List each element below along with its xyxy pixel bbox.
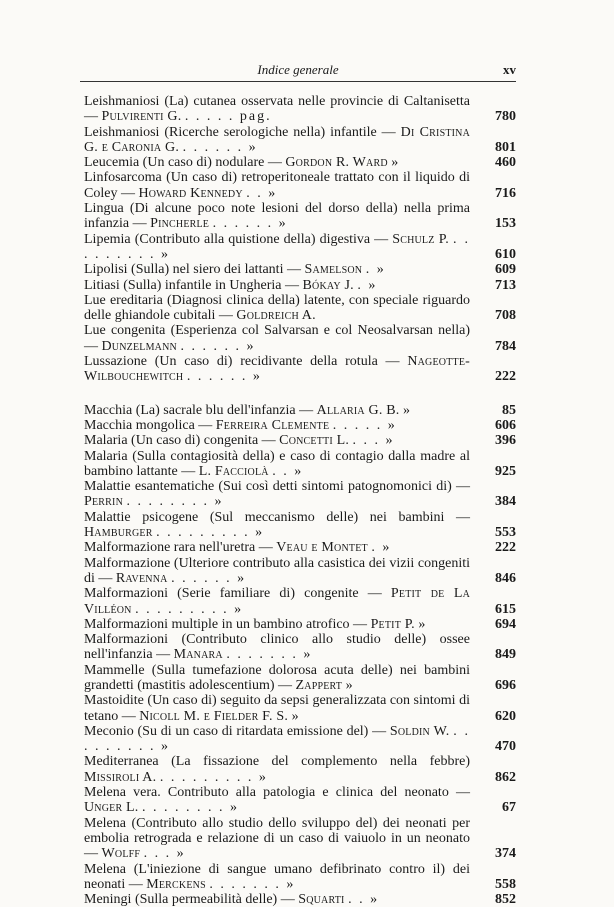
- entry-page-number: 470: [495, 739, 516, 755]
- entry-author: Veau e Montet: [276, 540, 368, 556]
- entry-page-number: 460: [495, 155, 516, 171]
- entry-page-number: 846: [495, 570, 516, 586]
- entry-text: Leishmaniosi (La) cutanea osservata nelle provincie di Caltanisetta —: [84, 94, 470, 125]
- entry-leader: . . . . . . »: [182, 139, 258, 155]
- index-entry: [84, 724, 516, 755]
- entry-leader: »: [291, 708, 301, 724]
- index-entry: [84, 232, 516, 263]
- index-entry: [84, 556, 516, 587]
- entry-leader: . . . . . . . . . »: [156, 525, 265, 541]
- entry-leader: . . »: [348, 892, 380, 907]
- entry-text: Macchia (La) sacrale blu dell'infanzia —: [84, 402, 314, 418]
- entry-leader: »: [391, 155, 401, 171]
- entry-author: Missiroli A.: [84, 769, 157, 785]
- entry-author: Hamburger: [84, 525, 153, 541]
- index-entry: [84, 449, 516, 480]
- entry-author: Bókay J.: [302, 277, 354, 293]
- entry-page-number: 784: [495, 338, 516, 354]
- entry-page-number: 694: [495, 616, 516, 632]
- entry-author: Wolff: [101, 846, 141, 862]
- entry-text: Litiasi (Sulla) infantile in Ungheria —: [84, 277, 300, 293]
- index-entry: [84, 586, 516, 617]
- entry-text: Malformazioni (Contributo clinico allo studio delle) ossee nell'infanzia —: [84, 632, 470, 663]
- entry-author: Merckens: [146, 876, 206, 892]
- entry-text: Lingua (Di alcune poco note lesioni del dorso della) nella prima infanzia —: [84, 201, 470, 232]
- entry-author: Goldreich A.: [236, 308, 316, 324]
- entry-author: Ravenna: [115, 570, 168, 586]
- running-header: [80, 62, 516, 82]
- index-entry: [84, 155, 516, 170]
- entry-leader: . . . . . . . »: [209, 876, 296, 892]
- index-entry: [84, 693, 516, 724]
- index-entry: [84, 201, 516, 232]
- entry-text: Mastoidite (Un caso di) seguito da sepsi generalizzata con sintomi di tetano —: [84, 693, 470, 724]
- entry-author: Dunzelmann: [101, 338, 177, 354]
- index-entry: [84, 540, 516, 555]
- entry-page-number: 558: [495, 876, 516, 892]
- entry-text: Melena (Contributo allo studio dello sviluppo del) dei neonati per embolia retrograda e relazione di un caso di vaiuolo in un neonato —: [84, 815, 470, 862]
- entry-author: Nageotte-Wilbouchewitch: [84, 354, 470, 385]
- header-rule: [80, 81, 516, 82]
- entry-text: Malformazioni (Serie familiare di) congenite —: [84, 586, 382, 602]
- entry-leader: . . . . . . . . . »: [84, 723, 471, 755]
- entry-text: Leishmaniosi (Ricerche serologiche nella) infantile —: [84, 124, 396, 140]
- index-entry: [84, 278, 516, 293]
- entry-text: Meningi (Sulla permeabilità delle) —: [84, 892, 295, 907]
- index-entry: [84, 94, 516, 125]
- index-entry: [84, 617, 516, 632]
- entry-text: Lipolisi (Sulla) nel siero dei lattanti —: [84, 262, 301, 278]
- entry-leader: . . . . . . . . »: [141, 800, 239, 816]
- entry-leader: . »: [371, 540, 392, 556]
- entry-page-number: 620: [495, 708, 516, 724]
- entry-page-number: 852: [495, 892, 516, 907]
- entry-author: Howard Kennedy: [138, 185, 243, 201]
- entry-text: Lue congenita (Esperienza col Salvarsan e col Neosalvarsan nella) —: [84, 323, 470, 354]
- entry-page-number: 553: [495, 525, 516, 541]
- index-entry: [84, 170, 516, 201]
- entry-author: Gordon R. Ward: [285, 155, 388, 171]
- entry-author: Unger L.: [84, 800, 139, 816]
- entry-leader: . . . »: [352, 433, 395, 449]
- entry-author: Di Cristina G. e Caronia G.: [84, 124, 471, 155]
- entry-text: Malformazione rara nell'uretra —: [84, 540, 273, 556]
- index-entry: [84, 510, 516, 541]
- entry-page-number: 374: [495, 846, 516, 862]
- entry-text: Malattie esantematiche (Sui così detti sintomi patognomonici di) —: [84, 479, 470, 495]
- entry-page-number: 222: [495, 369, 516, 385]
- entry-page-number: 780: [495, 109, 516, 125]
- entry-author: Ferreira Clemente: [215, 417, 330, 433]
- entry-text: Malformazione (Ulteriore contributo alla casistica dei vizii congeniti di —: [84, 555, 470, 586]
- entry-page-number: 153: [495, 216, 516, 232]
- entry-text: Malformazioni multiple in un bambino atrofico —: [84, 616, 368, 632]
- entry-page-number: 862: [495, 769, 516, 785]
- entry-author: Manara: [173, 647, 223, 663]
- entry-author: Perrin: [84, 494, 123, 510]
- entry-text: Leucemia (Un caso di) nodulare —: [84, 155, 282, 171]
- entry-author: Pincherle: [150, 216, 210, 232]
- entry-page-number: 396: [495, 433, 516, 449]
- entry-author: Zappert: [295, 677, 343, 693]
- index-entry: [84, 816, 516, 862]
- entry-text: Lussazione (Un caso di) recidivante della rotula —: [84, 354, 400, 370]
- entry-leader: . . . . . . . »: [226, 647, 313, 663]
- index-entry: [84, 262, 516, 277]
- entry-author: Squarti: [298, 892, 345, 907]
- entry-page-number: 615: [495, 601, 516, 617]
- entry-author: Schulz P.: [392, 231, 449, 247]
- index-entry: [84, 785, 516, 816]
- entry-author: Soldin W.: [389, 723, 450, 739]
- entry-text: Malaria (Sulla contagiosità della) e caso di contagio dalla madre al bambino lattante —: [84, 448, 470, 479]
- header-title: Indice generale: [257, 62, 339, 77]
- entry-page-number: 696: [495, 677, 516, 693]
- entry-page-number: 849: [495, 647, 516, 663]
- entry-leader: . . . . . . . . . »: [135, 601, 244, 617]
- index-entry: [84, 323, 516, 354]
- entry-page-number: 606: [495, 417, 516, 433]
- entry-leader: . . . . . . »: [212, 216, 288, 232]
- index-entry: [84, 433, 516, 448]
- entry-text: Malaria (Un caso di) congenita —: [84, 433, 276, 449]
- entry-page-number: 384: [495, 494, 516, 510]
- index-entry: [84, 354, 516, 385]
- entry-author: Allaria G. B.: [316, 402, 400, 418]
- entry-page-number: 801: [495, 139, 516, 155]
- entry-leader: . »: [365, 262, 386, 278]
- entry-leader: »: [402, 402, 412, 418]
- entry-leader: . . . . . . »: [186, 369, 262, 385]
- section-gap: [84, 385, 516, 403]
- entry-author: Petit P.: [370, 616, 415, 632]
- entry-author: Concetti L.: [279, 433, 350, 449]
- entry-leader: . . . »: [143, 846, 186, 862]
- index-entry: [84, 663, 516, 694]
- entry-leader: . »: [357, 277, 378, 293]
- entry-page-number: 708: [495, 308, 516, 324]
- entry-text: Macchia mongolica —: [84, 417, 213, 433]
- entry-page-number: 716: [495, 185, 516, 201]
- entry-leader: . . »: [246, 185, 278, 201]
- header-page-number: xv: [503, 62, 516, 77]
- entry-page-number: 85: [502, 402, 516, 418]
- entry-page-number: 67: [502, 800, 516, 816]
- entry-page-number: 925: [495, 463, 516, 479]
- entry-text: Mediterranea (La fissazione del complemento nella febbre): [84, 754, 470, 770]
- index-entry: [84, 293, 516, 324]
- entry-text: Malattie psicogene (Sul meccanismo delle) nei bambini —: [84, 509, 470, 525]
- entry-leader: . . . . . pag.: [184, 109, 272, 125]
- entry-page-number: 713: [495, 277, 516, 293]
- index-entry: [84, 632, 516, 663]
- entry-page-number: 609: [495, 262, 516, 278]
- entry-author: Pulvirenti G.: [101, 109, 182, 125]
- entry-page-number: 222: [495, 540, 516, 556]
- entry-text: Melena vera. Contributo alla patologia e clinica del neonato —: [84, 785, 470, 801]
- index-entries: [84, 94, 516, 907]
- index-entry: [84, 479, 516, 510]
- entry-text: Melena (L'iniezione di sangue umano defibrinato contro il) dei neonati —: [84, 861, 470, 892]
- entry-leader: . . . . . . »: [171, 570, 247, 586]
- entry-author: Samelson: [304, 262, 363, 278]
- index-entry: [84, 125, 516, 156]
- entry-text: Linfosarcoma (Un caso di) retroperitoneale trattato con il liquido di Coley —: [84, 170, 470, 201]
- entry-leader: . . . . . . . . . »: [159, 769, 268, 785]
- entry-text: Lue ereditaria (Diagnosi clinica della) latente, con speciale riguardo delle ghiandole cubitali —: [84, 292, 470, 324]
- index-entry: [84, 403, 516, 418]
- entry-text: Meconio (Su di un caso di ritardata emissione del) —: [84, 723, 387, 739]
- index-entry: [84, 754, 516, 785]
- entry-leader: . . . . . »: [332, 417, 397, 433]
- entry-leader: »: [345, 677, 355, 693]
- entry-author: L. Facciolà: [198, 463, 269, 479]
- entry-leader: »: [418, 616, 428, 632]
- entry-page-number: 610: [495, 246, 516, 262]
- index-entry: [84, 862, 516, 893]
- entry-leader: . . . . . . . . . »: [84, 231, 471, 262]
- index-entry: [84, 418, 516, 433]
- entry-leader: . . »: [272, 463, 304, 479]
- entry-text: Lipemia (Contributo alla quistione della) digestiva —: [84, 231, 389, 247]
- entry-leader: . . . . . . . . »: [126, 494, 224, 510]
- entry-author: Petit de La Villéon: [84, 586, 471, 617]
- entry-author: Nicoll M. e Fielder F. S.: [139, 708, 289, 724]
- entry-text: Mammelle (Sulla tumefazione dolorosa acuta delle) nei bambini grandetti (mastitis adolescentium) —: [84, 662, 470, 693]
- entry-leader: . . . . . . »: [180, 338, 256, 354]
